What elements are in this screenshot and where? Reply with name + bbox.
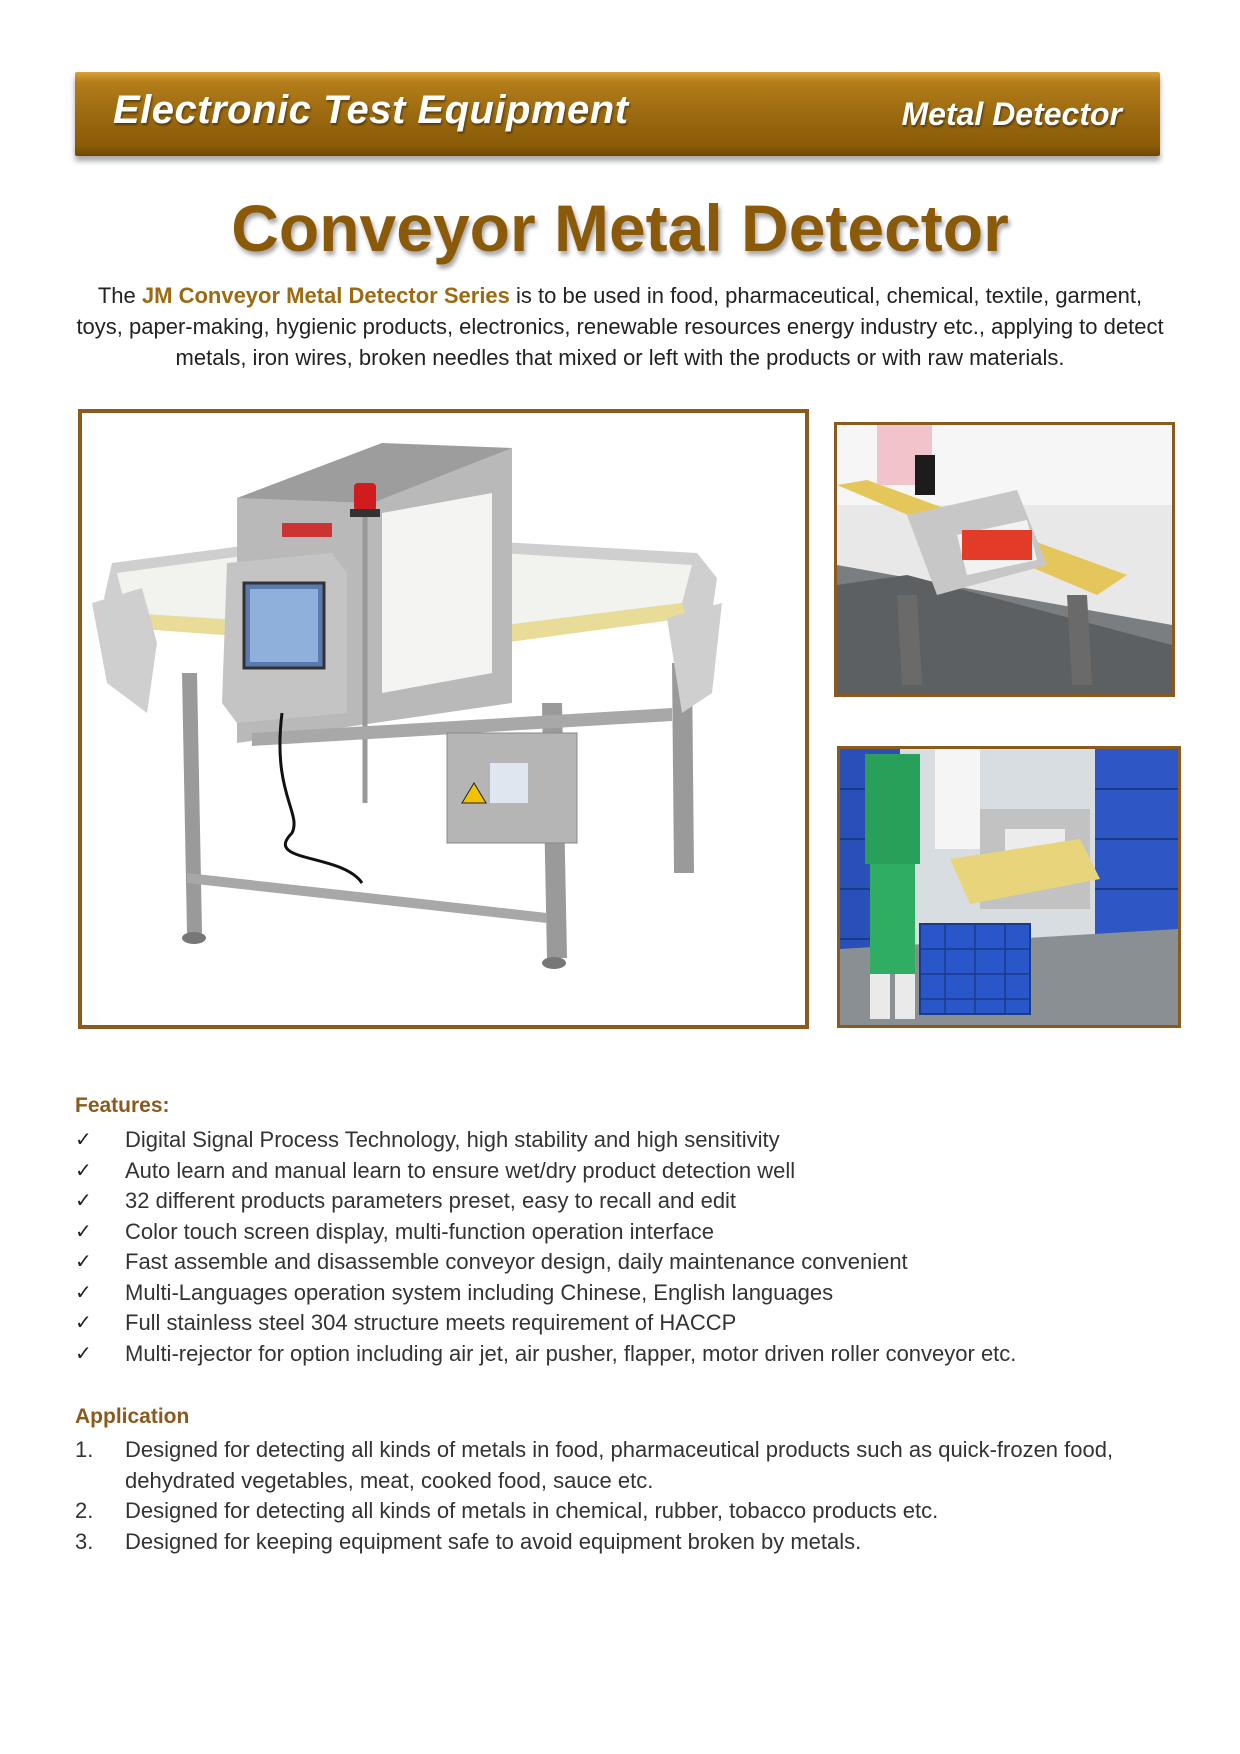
application-number: 3. [75,1528,94,1554]
application-text: Designed for detecting all kinds of metals in food, pharmaceutical products such as quick-frozen food, dehydrated vegetables, meat, cooked food, sauce etc. [125,1437,1114,1493]
production-line-image-2 [837,746,1181,1028]
application-text: Designed for detecting all kinds of metals in chemical, rubber, tobacco products etc. [125,1498,939,1523]
check-icon: ✓ [75,1190,92,1212]
header-category-title: Electronic Test Equipment [113,88,629,132]
feature-item [75,1125,1175,1156]
feature-text: 32 different products parameters preset, easy to recall and edit [125,1188,737,1213]
production-line-image-1 [834,422,1175,697]
features-heading: Features: [75,1094,170,1117]
application-text: Designed for keeping equipment safe to avoid equipment broken by metals. [125,1528,862,1554]
check-icon: ✓ [75,1220,92,1243]
header-banner [75,72,1160,156]
check-icon: ✓ [75,1159,92,1182]
header-product-title: Metal Detector [901,96,1122,132]
main-product-image [78,409,809,1029]
application-list [75,1435,1175,1557]
feature-item [75,1247,1175,1278]
check-icon: ✓ [75,1312,92,1334]
application-heading: Application [75,1405,190,1428]
features-list [75,1125,1175,1369]
application-item [75,1527,1175,1558]
feature-text: Multi-Languages operation system including Chinese, English languages [125,1279,834,1305]
feature-item [75,1278,1175,1309]
check-icon: ✓ [75,1342,92,1365]
feature-text: Auto learn and manual learn to ensure wet/dry product detection well [125,1157,796,1183]
feature-text: Fast assemble and disassemble conveyor design, daily maintenance convenient [125,1249,908,1274]
application-item [75,1496,1175,1527]
check-icon: ✓ [75,1281,92,1304]
check-icon: ✓ [75,1129,92,1151]
application-item [75,1435,1175,1496]
feature-text: Color touch screen display, multi-function operation interface [125,1218,715,1244]
feature-item [75,1217,1175,1248]
intro-series-name: JM Conveyor Metal Detector Series [141,283,510,308]
intro-prefix: The [97,283,142,308]
application-number: 2. [75,1498,94,1523]
feature-item [75,1186,1175,1217]
feature-item [75,1339,1175,1370]
feature-item [75,1308,1175,1339]
intro-paragraph [75,280,1165,373]
intro-body: is to be used in food, pharmaceutical, chemical, textile, garment, toys, paper-making, hygienic products, electronics, renewable resources energy industry etc., applying to detect metals, iron wires, broken needles that mixed or left with the products or with raw materials. [76,283,1164,370]
feature-text: Digital Signal Process Technology, high stability and high sensitivity [125,1127,780,1152]
feature-item [75,1156,1175,1187]
check-icon: ✓ [75,1251,92,1273]
feature-text: Full stainless steel 304 structure meets requirement of HACCP [125,1310,737,1335]
feature-text: Multi-rejector for option including air jet, air pusher, flapper, motor driven roller conveyor etc. [125,1340,1017,1366]
page-title: Conveyor Metal Detector [231,191,1009,265]
application-number: 1. [75,1437,94,1462]
